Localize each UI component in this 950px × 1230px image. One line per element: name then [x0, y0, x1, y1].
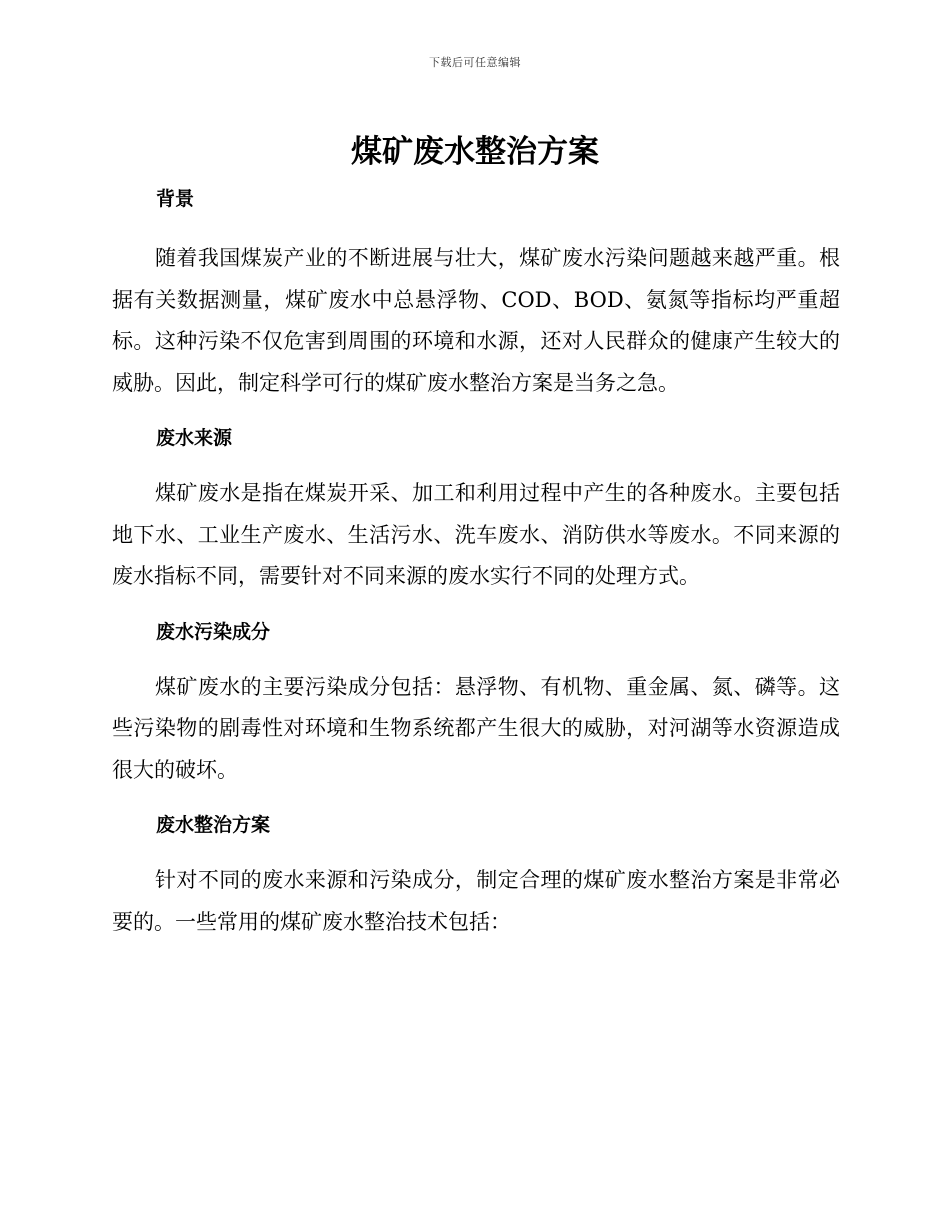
section-heading-pollutant-components: 废水污染成分: [156, 620, 271, 643]
document-title: 煤矿废水整治方案: [351, 134, 599, 170]
section-heading-background: 背景: [156, 188, 195, 210]
section-paragraph-treatment-plan: 针对不同的废水来源和污染成分，制定合理的煤矿废水整治方案是非常必要的。一些常用的煤矿废水整治技术包括：: [112, 868, 840, 934]
section-paragraph-pollutant-components: 煤矿废水的主要污染成分包括：悬浮物、有机物、重金属、氮、磷等。这些污染物的剧毒性对环境和生物系统都产生很大的威胁，对河湖等水资源造成很大的破坏。: [112, 674, 840, 782]
section-heading-treatment-plan: 废水整治方案: [156, 814, 271, 836]
section-paragraph-wastewater-sources: 煤矿废水是指在煤炭开采、加工和利用过程中产生的各种废水。主要包括地下水、工业生产废水、生活污水、洗车废水、消防供水等废水。不同来源的废水指标不同，需要针对不同来源的废水实行不同的处理方式。: [112, 481, 840, 588]
section-paragraph-background: 随着我国煤炭产业的不断进展与壮大，煤矿废水污染问题越来越严重。根据有关数据测量，煤矿废水中总悬浮物、COD、BOD、氨氮等指标均严重超标。这种污染不仅危害到周围的环境和水源，还对人民群众的健康产生较大的威胁。因此，制定科学可行的煤矿废水整治方案是当务之急。: [112, 246, 840, 395]
section-heading-wastewater-sources: 废水来源: [156, 427, 233, 449]
header-note: 下载后可任意编辑: [429, 56, 521, 69]
document-body: [112, 180, 840, 943]
